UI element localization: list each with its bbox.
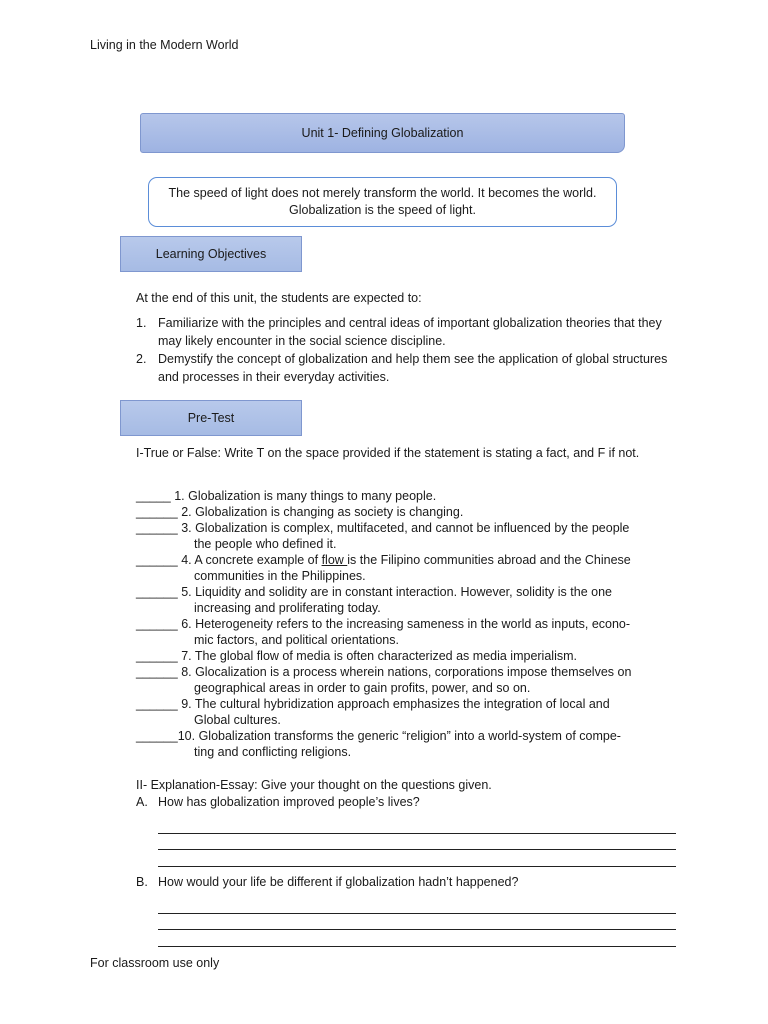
learning-objectives-label-text: Learning Objectives bbox=[155, 247, 267, 261]
answer-lines[interactable] bbox=[158, 897, 681, 947]
answer-blank[interactable]: ______ bbox=[136, 553, 182, 567]
objective-item bbox=[136, 351, 676, 386]
pretest-label bbox=[120, 400, 302, 436]
answer-line[interactable] bbox=[158, 817, 676, 834]
essay-question-a bbox=[136, 794, 681, 867]
tf-item bbox=[136, 520, 681, 552]
statement-text: 1. Globalization is many things to many people. bbox=[174, 489, 437, 503]
quote-box bbox=[148, 177, 617, 227]
answer-line[interactable] bbox=[158, 930, 676, 947]
answer-blank[interactable]: ______ bbox=[136, 505, 182, 519]
answer-line[interactable] bbox=[158, 897, 676, 914]
objective-item bbox=[136, 315, 676, 350]
question-label: B. bbox=[136, 875, 148, 889]
answer-blank[interactable]: ______ bbox=[136, 649, 182, 663]
statement-text: 10. Globalization transforms the generic “religion” into a world-system of compe- bbox=[177, 729, 621, 743]
learning-objectives-label bbox=[120, 236, 302, 272]
statement-continuation: mic factors, and political orientations. bbox=[194, 633, 399, 647]
question-label: A. bbox=[136, 795, 148, 809]
objective-text: Familiarize with the principles and central ideas of important globalization theories that they may likely encounter in the social science discipline. bbox=[158, 316, 662, 348]
statement-text: 8. Glocalization is a process wherein nations, corporations impose themselves on bbox=[181, 665, 632, 679]
answer-lines[interactable] bbox=[158, 817, 681, 867]
tf-item bbox=[136, 696, 681, 728]
tf-item bbox=[136, 488, 681, 504]
statement-continuation: increasing and proliferating today. bbox=[194, 601, 381, 615]
tf-item bbox=[136, 616, 681, 648]
underlined-term: flow bbox=[321, 553, 348, 567]
statement-continuation: ting and conflicting religions. bbox=[194, 745, 352, 759]
statement-text: 6. Heterogeneity refers to the increasing sameness in the world as inputs, econo- bbox=[181, 617, 631, 631]
answer-blank[interactable]: ______ bbox=[136, 665, 182, 679]
statement-text: 9. The cultural hybridization approach emphasizes the integration of local and bbox=[181, 697, 610, 711]
statement-continuation: Global cultures. bbox=[194, 713, 281, 727]
pretest-label-text: Pre-Test bbox=[187, 411, 235, 425]
statement-text bbox=[181, 552, 631, 568]
objective-number: 1. bbox=[136, 316, 147, 330]
statement-text: 2. Globalization is changing as society is changing. bbox=[181, 505, 464, 519]
true-false-instruction: I-True or False: Write T on the space provided if the statement is stating a fact, and F if not. bbox=[136, 446, 640, 460]
statement-text-part: is the Filipino communities abroad and the Chinese bbox=[347, 553, 631, 567]
tf-item bbox=[136, 552, 681, 584]
answer-blank[interactable]: ______ bbox=[136, 521, 182, 535]
unit-title-banner bbox=[140, 113, 625, 153]
statement-continuation: the people who defined it. bbox=[194, 537, 337, 551]
tf-item bbox=[136, 728, 681, 760]
essay-instruction: II- Explanation-Essay: Give your thought on the questions given. bbox=[136, 778, 492, 792]
document-footer: For classroom use only bbox=[90, 956, 220, 970]
objectives-intro: At the end of this unit, the students are expected to: bbox=[136, 291, 422, 305]
statement-text-part: 4. A concrete example of bbox=[181, 553, 322, 567]
tf-item bbox=[136, 584, 681, 616]
answer-blank[interactable]: ______ bbox=[136, 617, 182, 631]
statement-text: 7. The global flow of media is often characterized as media imperialism. bbox=[181, 649, 577, 663]
quote-text: The speed of light does not merely transform the world. It becomes the world. Globalization is the speed of light. bbox=[168, 186, 597, 217]
statement-text: 3. Globalization is complex, multifaceted, and cannot be influenced by the people bbox=[181, 521, 630, 535]
objective-number: 2. bbox=[136, 352, 147, 366]
statement-continuation: communities in the Philippines. bbox=[194, 569, 366, 583]
tf-item bbox=[136, 648, 681, 664]
objective-text: Demystify the concept of globalization and help them see the application of global structures and processes in their everyday activities. bbox=[158, 352, 668, 384]
answer-line[interactable] bbox=[158, 914, 676, 931]
statement-continuation: geographical areas in order to gain profits, power, and so on. bbox=[194, 681, 531, 695]
answer-blank[interactable]: ______ bbox=[136, 729, 178, 743]
document-header: Living in the Modern World bbox=[90, 38, 239, 52]
objectives-list bbox=[136, 315, 676, 387]
question-text: How has globalization improved people’s lives? bbox=[158, 795, 420, 809]
tf-item bbox=[136, 504, 681, 520]
answer-line[interactable] bbox=[158, 834, 676, 851]
tf-item bbox=[136, 664, 681, 696]
question-text: How would your life be different if globalization hadn’t happened? bbox=[158, 875, 519, 889]
statement-text: 5. Liquidity and solidity are in constant interaction. However, solidity is the one bbox=[181, 585, 612, 599]
answer-blank[interactable]: ______ bbox=[136, 697, 182, 711]
true-false-items bbox=[136, 488, 681, 760]
answer-blank[interactable]: ______ bbox=[136, 585, 182, 599]
unit-title: Unit 1- Defining Globalization bbox=[301, 126, 464, 140]
essay-question-b bbox=[136, 874, 681, 947]
answer-line[interactable] bbox=[158, 850, 676, 867]
answer-blank[interactable]: _____ bbox=[136, 489, 175, 503]
